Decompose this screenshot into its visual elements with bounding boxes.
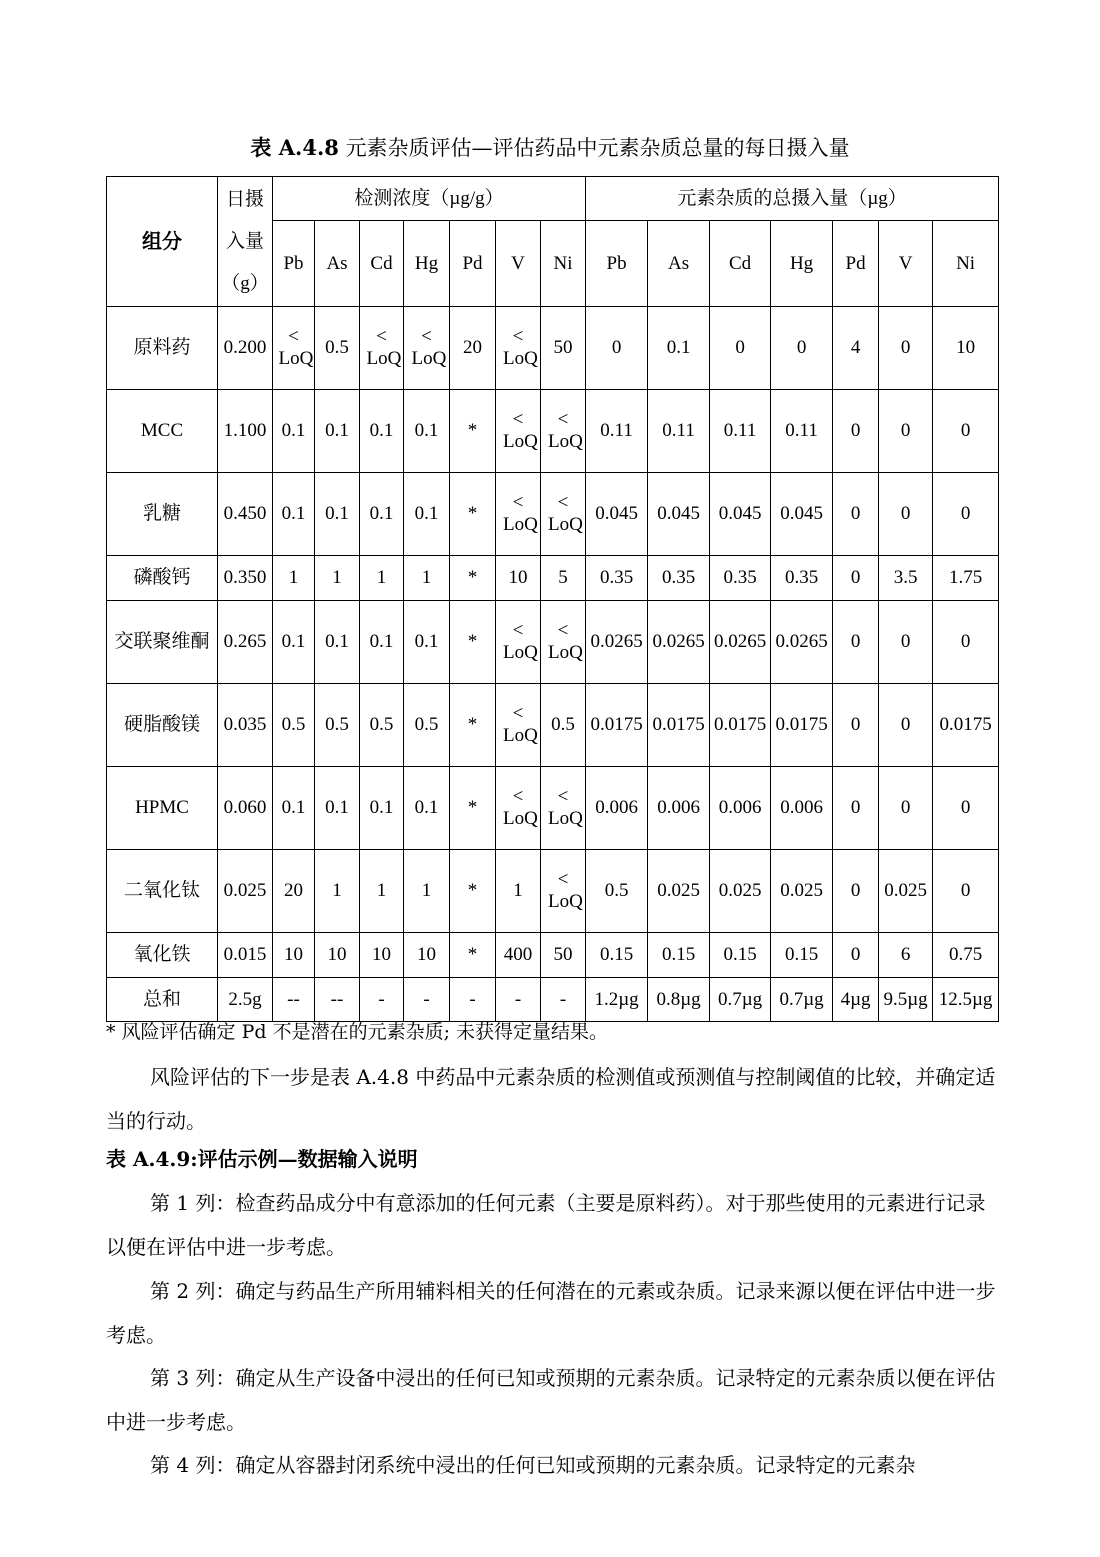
header-element-conc: Ni <box>541 221 586 307</box>
below-loq-value: < LoQ <box>411 326 447 369</box>
table-caption <box>0 133 1100 163</box>
header-element-total: As <box>648 221 710 307</box>
table-row <box>107 601 999 684</box>
concentration-cell: 10 <box>404 933 450 978</box>
paragraph-next-step: 风险评估的下一步是表 A.4.8 中药品中元素杂质的检测值或预测值与控制阈值的比较，并确定适当的行动。 <box>106 1065 996 1133</box>
total-intake-cell: 0 <box>879 684 933 767</box>
concentration-cell <box>496 307 541 390</box>
total-intake-cell: 0.0265 <box>648 601 710 684</box>
header-concentration: 检测浓度（µg/g） <box>273 177 586 221</box>
concentration-cell: * <box>450 390 496 473</box>
total-intake-cell: 0.0265 <box>710 601 771 684</box>
concentration-cell: 1 <box>273 556 315 601</box>
concentration-cell: 10 <box>360 933 404 978</box>
concentration-cell <box>541 850 586 933</box>
total-intake-cell: 0 <box>879 601 933 684</box>
concentration-cell: 0.1 <box>360 390 404 473</box>
concentration-cell: 0.1 <box>404 767 450 850</box>
table-row <box>107 978 999 1022</box>
total-intake-cell: 0.11 <box>586 390 648 473</box>
total-intake-cell: 0 <box>833 933 879 978</box>
concentration-cell: 10 <box>315 933 360 978</box>
total-intake-cell: 0.11 <box>710 390 771 473</box>
total-intake-cell: 0.35 <box>710 556 771 601</box>
total-intake-cell: 1.2µg <box>586 978 648 1022</box>
concentration-cell: 0.1 <box>404 390 450 473</box>
concentration-cell: * <box>450 684 496 767</box>
header-element-conc: Pb <box>273 221 315 307</box>
table-footnote: * 风险评估确定 Pd 不是潜在的元素杂质; 未获得定量结果。 <box>106 1021 609 1043</box>
concentration-cell: 0.5 <box>273 684 315 767</box>
header-daily-intake: 日摄入量（g） <box>218 177 273 307</box>
total-intake-cell: 0.0175 <box>710 684 771 767</box>
row-daily-intake: 1.100 <box>218 390 273 473</box>
total-intake-cell: 0 <box>879 473 933 556</box>
table-row <box>107 767 999 850</box>
concentration-cell: 0.1 <box>315 473 360 556</box>
row-component-name: 乳糖 <box>107 473 218 556</box>
total-intake-cell: 0.15 <box>710 933 771 978</box>
concentration-cell: * <box>450 473 496 556</box>
row-component-name: MCC <box>107 390 218 473</box>
concentration-cell: 0.1 <box>360 601 404 684</box>
column-3-text: 第 3 列：确定从生产设备中浸出的任何已知或预期的元素杂质。记录特定的元素杂质以便在评估中进一步考虑。 <box>106 1366 996 1434</box>
total-intake-cell: 0 <box>833 390 879 473</box>
header-element-conc: Cd <box>360 221 404 307</box>
section-heading: 表 A.4.9:评估示例—数据输入说明 <box>106 1147 418 1171</box>
total-intake-cell: 0 <box>879 307 933 390</box>
total-intake-cell: 0.15 <box>648 933 710 978</box>
total-intake-cell: 0 <box>833 601 879 684</box>
concentration-cell <box>360 307 404 390</box>
total-intake-cell: 0.35 <box>771 556 833 601</box>
row-component-name: 氧化铁 <box>107 933 218 978</box>
total-intake-cell: 0 <box>833 850 879 933</box>
header-element-total: V <box>879 221 933 307</box>
concentration-cell: 0.1 <box>273 601 315 684</box>
concentration-cell: 400 <box>496 933 541 978</box>
concentration-cell: 50 <box>541 307 586 390</box>
concentration-cell <box>541 601 586 684</box>
total-intake-cell: 0.11 <box>771 390 833 473</box>
concentration-cell: * <box>450 767 496 850</box>
concentration-cell <box>496 767 541 850</box>
below-loq-value: < LoQ <box>548 786 583 829</box>
concentration-cell: * <box>450 933 496 978</box>
total-intake-cell: 0 <box>879 767 933 850</box>
header-element-total: Pb <box>586 221 648 307</box>
below-loq-value: < LoQ <box>503 620 538 663</box>
table-row <box>107 556 999 601</box>
concentration-cell: 0.1 <box>404 601 450 684</box>
concentration-cell: - <box>450 978 496 1022</box>
header-element-conc: Pd <box>450 221 496 307</box>
column-2-text: 第 2 列：确定与药品生产所用辅料相关的任何潜在的元素或杂质。记录来源以便在评估中进一步考虑。 <box>106 1279 996 1347</box>
concentration-cell: 0.1 <box>315 767 360 850</box>
concentration-cell <box>541 473 586 556</box>
column-1-text: 第 1 列：检查药品成分中有意添加的任何元素（主要是原料药）。对于那些使用的元素进行记录以便在评估中进一步考虑。 <box>106 1191 986 1259</box>
elemental-impurity-table <box>106 176 999 1022</box>
total-intake-cell: 0 <box>833 473 879 556</box>
total-intake-cell: 6 <box>879 933 933 978</box>
concentration-cell: 0.1 <box>315 601 360 684</box>
row-daily-intake: 0.025 <box>218 850 273 933</box>
header-element-conc: Hg <box>404 221 450 307</box>
row-daily-intake: 0.265 <box>218 601 273 684</box>
column-4-text: 第 4 列：确定从容器封闭系统中浸出的任何已知或预期的元素杂质。记录特定的元素杂 <box>150 1453 916 1477</box>
header-total-intake: 元素杂质的总摄入量（µg） <box>586 177 999 221</box>
row-component-name: 二氧化钛 <box>107 850 218 933</box>
row-daily-intake: 0.200 <box>218 307 273 390</box>
concentration-cell: - <box>360 978 404 1022</box>
concentration-cell <box>496 684 541 767</box>
total-intake-cell: 0.15 <box>586 933 648 978</box>
row-daily-intake: 0.350 <box>218 556 273 601</box>
total-intake-cell: 0.006 <box>771 767 833 850</box>
below-loq-value: < LoQ <box>503 409 538 452</box>
concentration-cell: 1 <box>404 850 450 933</box>
concentration-cell: * <box>450 850 496 933</box>
total-intake-cell: 0.7µg <box>710 978 771 1022</box>
total-intake-cell: 0 <box>879 390 933 473</box>
total-intake-cell: 0.025 <box>710 850 771 933</box>
total-intake-cell: 0 <box>833 684 879 767</box>
concentration-cell: - <box>541 978 586 1022</box>
total-intake-cell: 3.5 <box>879 556 933 601</box>
row-component-name: HPMC <box>107 767 218 850</box>
row-component-name: 磷酸钙 <box>107 556 218 601</box>
below-loq-value: < LoQ <box>503 703 538 746</box>
row-daily-intake: 0.035 <box>218 684 273 767</box>
total-intake-cell: 0.0175 <box>586 684 648 767</box>
total-intake-cell: 10 <box>933 307 999 390</box>
total-intake-cell: 9.5µg <box>879 978 933 1022</box>
total-intake-cell: 0.045 <box>771 473 833 556</box>
total-intake-cell: 0 <box>933 850 999 933</box>
header-element-total: Ni <box>933 221 999 307</box>
concentration-cell: 0.5 <box>315 684 360 767</box>
concentration-cell: 0.1 <box>404 473 450 556</box>
header-element-total: Pd <box>833 221 879 307</box>
total-intake-cell: 0.35 <box>586 556 648 601</box>
concentration-cell <box>496 601 541 684</box>
total-intake-cell: 0.0175 <box>648 684 710 767</box>
concentration-cell: -- <box>273 978 315 1022</box>
concentration-cell: - <box>404 978 450 1022</box>
total-intake-cell: 4 <box>833 307 879 390</box>
concentration-cell: -- <box>315 978 360 1022</box>
header-element-total: Cd <box>710 221 771 307</box>
row-daily-intake: 0.450 <box>218 473 273 556</box>
concentration-cell: * <box>450 601 496 684</box>
total-intake-cell: 0.006 <box>710 767 771 850</box>
total-intake-cell: 0.5 <box>586 850 648 933</box>
concentration-cell: 1 <box>315 850 360 933</box>
concentration-cell: * <box>450 556 496 601</box>
below-loq-value: < LoQ <box>503 492 538 535</box>
concentration-cell: 0.1 <box>315 390 360 473</box>
concentration-cell: 20 <box>450 307 496 390</box>
total-intake-cell: 4µg <box>833 978 879 1022</box>
concentration-cell: 5 <box>541 556 586 601</box>
below-loq-value: < LoQ <box>503 786 538 829</box>
row-daily-intake: 2.5g <box>218 978 273 1022</box>
concentration-cell: 10 <box>273 933 315 978</box>
concentration-cell <box>496 473 541 556</box>
concentration-cell: 0.5 <box>404 684 450 767</box>
total-intake-cell: 12.5µg <box>933 978 999 1022</box>
total-intake-cell: 0.11 <box>648 390 710 473</box>
total-intake-cell: 0.045 <box>586 473 648 556</box>
row-component-name: 硬脂酸镁 <box>107 684 218 767</box>
concentration-cell: 0.5 <box>360 684 404 767</box>
concentration-cell: 1 <box>496 850 541 933</box>
total-intake-cell: 0.006 <box>586 767 648 850</box>
row-daily-intake: 0.015 <box>218 933 273 978</box>
concentration-cell: 0.1 <box>273 390 315 473</box>
concentration-cell: 0.5 <box>315 307 360 390</box>
table-title: 元素杂质评估—评估药品中元素杂质总量的每日摄入量 <box>345 136 850 160</box>
header-element-conc: V <box>496 221 541 307</box>
total-intake-cell: 0 <box>771 307 833 390</box>
table-body <box>107 307 999 1022</box>
header-component: 组分 <box>107 177 218 307</box>
concentration-cell: 1 <box>315 556 360 601</box>
total-intake-cell: 0.0265 <box>771 601 833 684</box>
total-intake-cell: 0.0175 <box>933 684 999 767</box>
total-intake-cell: 1.75 <box>933 556 999 601</box>
below-loq-value: < LoQ <box>548 620 583 663</box>
row-component-name: 总和 <box>107 978 218 1022</box>
total-intake-cell: 0.045 <box>648 473 710 556</box>
concentration-cell: 0.1 <box>360 767 404 850</box>
below-loq-value: < LoQ <box>548 869 583 912</box>
below-loq-value: < LoQ <box>278 326 314 369</box>
below-loq-value: < LoQ <box>503 326 538 369</box>
concentration-cell <box>496 390 541 473</box>
table-row <box>107 307 999 390</box>
table-row <box>107 850 999 933</box>
total-intake-cell: 0.025 <box>771 850 833 933</box>
total-intake-cell: 0.75 <box>933 933 999 978</box>
total-intake-cell: 0 <box>833 767 879 850</box>
total-intake-cell: 0.0265 <box>586 601 648 684</box>
total-intake-cell: 0.0175 <box>771 684 833 767</box>
row-daily-intake: 0.060 <box>218 767 273 850</box>
total-intake-cell: 0.35 <box>648 556 710 601</box>
total-intake-cell: 0 <box>933 767 999 850</box>
total-intake-cell: 0.025 <box>648 850 710 933</box>
below-loq-value: < LoQ <box>548 492 583 535</box>
row-component-name: 原料药 <box>107 307 218 390</box>
total-intake-cell: 0.045 <box>710 473 771 556</box>
table-row <box>107 684 999 767</box>
concentration-cell: 0.1 <box>273 767 315 850</box>
total-intake-cell: 0.1 <box>648 307 710 390</box>
concentration-cell: - <box>496 978 541 1022</box>
table-row <box>107 390 999 473</box>
concentration-cell: 1 <box>360 850 404 933</box>
concentration-cell <box>404 307 450 390</box>
total-intake-cell: 0 <box>710 307 771 390</box>
concentration-cell <box>541 767 586 850</box>
total-intake-cell: 0 <box>833 556 879 601</box>
total-intake-cell: 0.15 <box>771 933 833 978</box>
total-intake-cell: 0.8µg <box>648 978 710 1022</box>
total-intake-cell: 0 <box>933 390 999 473</box>
total-intake-cell: 0 <box>586 307 648 390</box>
row-component-name: 交联聚维酮 <box>107 601 218 684</box>
concentration-cell: 10 <box>496 556 541 601</box>
header-element-conc: As <box>315 221 360 307</box>
total-intake-cell: 0 <box>933 601 999 684</box>
header-element-total: Hg <box>771 221 833 307</box>
total-intake-cell: 0.025 <box>879 850 933 933</box>
table-row <box>107 933 999 978</box>
concentration-cell: 0.1 <box>360 473 404 556</box>
concentration-cell <box>273 307 315 390</box>
concentration-cell: 1 <box>404 556 450 601</box>
concentration-cell <box>541 390 586 473</box>
concentration-cell: 0.1 <box>273 473 315 556</box>
concentration-cell: 50 <box>541 933 586 978</box>
total-intake-cell: 0 <box>933 473 999 556</box>
concentration-cell: 1 <box>360 556 404 601</box>
below-loq-value: < LoQ <box>548 409 583 452</box>
concentration-cell: 20 <box>273 850 315 933</box>
below-loq-value: < LoQ <box>366 326 402 369</box>
table-number: 表 A.4.8 <box>250 135 339 160</box>
table-row <box>107 473 999 556</box>
total-intake-cell: 0.7µg <box>771 978 833 1022</box>
concentration-cell: 0.5 <box>541 684 586 767</box>
total-intake-cell: 0.006 <box>648 767 710 850</box>
